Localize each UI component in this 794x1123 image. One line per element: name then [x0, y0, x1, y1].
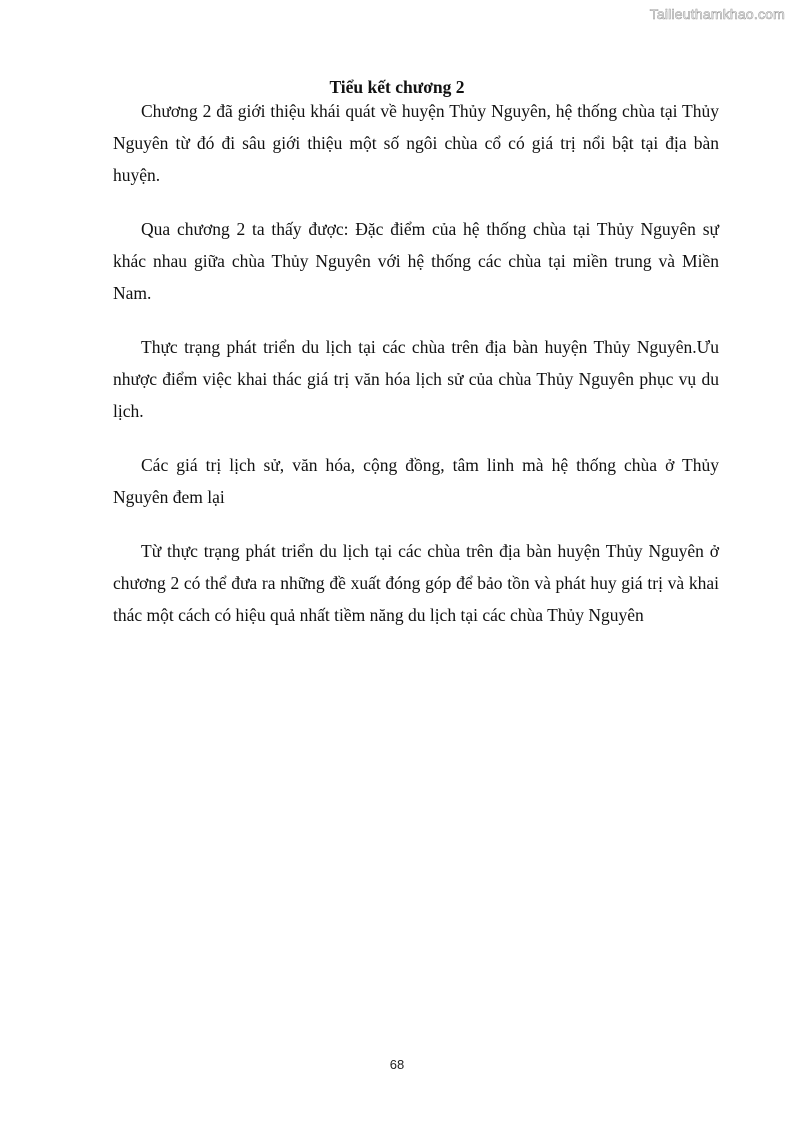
paragraph: Qua chương 2 ta thấy được: Đặc điểm của hệ thống chùa tại Thủy Nguyên sự khác nhau giữa chùa Thủy Nguyên với hệ thống các chùa tại miền trung và Miền Nam.: [113, 219, 719, 303]
document-body: [113, 95, 719, 653]
paragraph: Thực trạng phát triển du lịch tại các chùa trên địa bàn huyện Thủy Nguyên.Ưu nhược điểm việc khai thác giá trị văn hóa lịch sử của chùa Thủy Nguyên phục vụ du lịch.: [113, 337, 719, 421]
paragraph: Từ thực trạng phát triển du lịch tại các chùa trên địa bàn huyện Thủy Nguyên ở chương 2 có thể đưa ra những đề xuất đóng góp để bảo tồn và phát huy giá trị và khai thác một cách có hiệu quả nhất tiềm năng du lịch tại các chùa Thủy Nguyên: [113, 541, 719, 625]
paragraph: Chương 2 đã giới thiệu khái quát về huyện Thủy Nguyên, hệ thống chùa tại Thủy Nguyên từ đó đi sâu giới thiệu một số ngôi chùa cổ có giá trị nổi bật tại địa bàn huyện.: [113, 101, 719, 185]
paragraph: Các giá trị lịch sử, văn hóa, cộng đồng, tâm linh mà hệ thống chùa ở Thủy Nguyên đem lại: [113, 455, 719, 507]
watermark-text: Tailieuthamkhao.com: [649, 6, 785, 22]
page-title: Tiểu kết chương 2: [329, 77, 465, 97]
page-number: 68: [389, 1057, 405, 1072]
